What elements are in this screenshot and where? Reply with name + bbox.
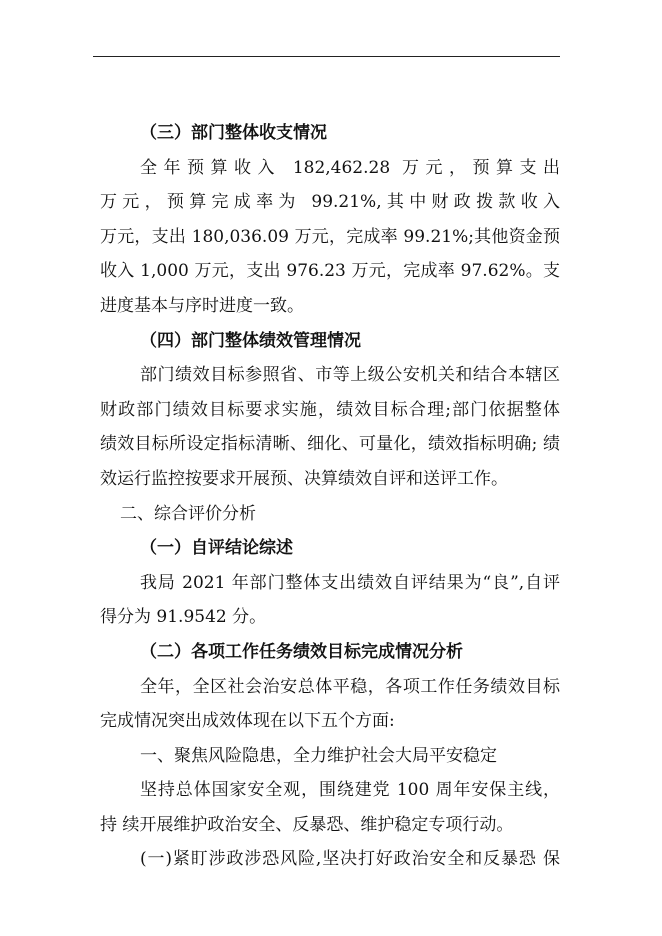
heading-self-evaluation: （一）自评结论综述: [140, 538, 293, 559]
paragraph-line: 持 续开展维护政治安全、反暴恐、维护稳定专项行动。: [100, 814, 514, 835]
paragraph-line: (一)紧盯涉政涉恐风险,坚决打好政治安全和反暴恐 保: [140, 849, 560, 870]
heading-budget-overview: （三）部门整体收支情况: [140, 123, 327, 143]
paragraph-line: 坚持总体国家安全观，围绕建党 100 周年安保主线，: [140, 780, 560, 801]
paragraph-line: 财政部门绩效目标要求实施，绩效目标合理;部门依据整体: [100, 399, 560, 420]
paragraph-line: 万元，支出 180,036.09 万元，完成率 99.21%;其他资金预: [100, 226, 560, 247]
header-rule: [93, 56, 560, 57]
heading-performance-management: （四）部门整体绩效管理情况: [140, 330, 361, 351]
heading-task-analysis: （二）各项工作任务绩效目标完成情况分析: [140, 641, 463, 662]
paragraph-line: 一、聚焦风险隐患，全力维护社会大局平安稳定: [140, 745, 497, 766]
paragraph-line: 进度基本与序时进度一致。: [100, 295, 304, 316]
paragraph-line: 部门绩效目标参照省、市等上级公安机关和结合本辖区: [140, 365, 560, 386]
paragraph-line: 收入 1,000 万元，支出 976.23 万元，完成率 97.62%。支: [100, 261, 560, 282]
document-body: [100, 116, 560, 877]
paragraph-line: 得分为 91.9542 分。: [100, 607, 267, 628]
paragraph-line: 效运行监控按要求开展预、决算绩效自评和送评工作。: [100, 468, 508, 489]
paragraph-line: 我局 2021 年部门整体支出绩效自评结果为“良”,自评: [140, 572, 560, 593]
paragraph-line: 完成情况突出成效体现在以下五个方面:: [100, 711, 395, 732]
paragraph-line: 绩效目标所设定指标清晰、细化、可量化，绩效指标明确; 绩: [100, 434, 560, 455]
paragraph-line: 全年预算收入 182,462.28 万元，预算支出: [140, 157, 560, 178]
paragraph-line: 全年，全区社会治安总体平稳，各项工作任务绩效目标: [140, 676, 560, 697]
section-heading-evaluation: 二、综合评价分析: [120, 503, 256, 524]
paragraph-line: 万元，预算完成率为 99.21%,其中财政拨款收入: [100, 192, 560, 213]
